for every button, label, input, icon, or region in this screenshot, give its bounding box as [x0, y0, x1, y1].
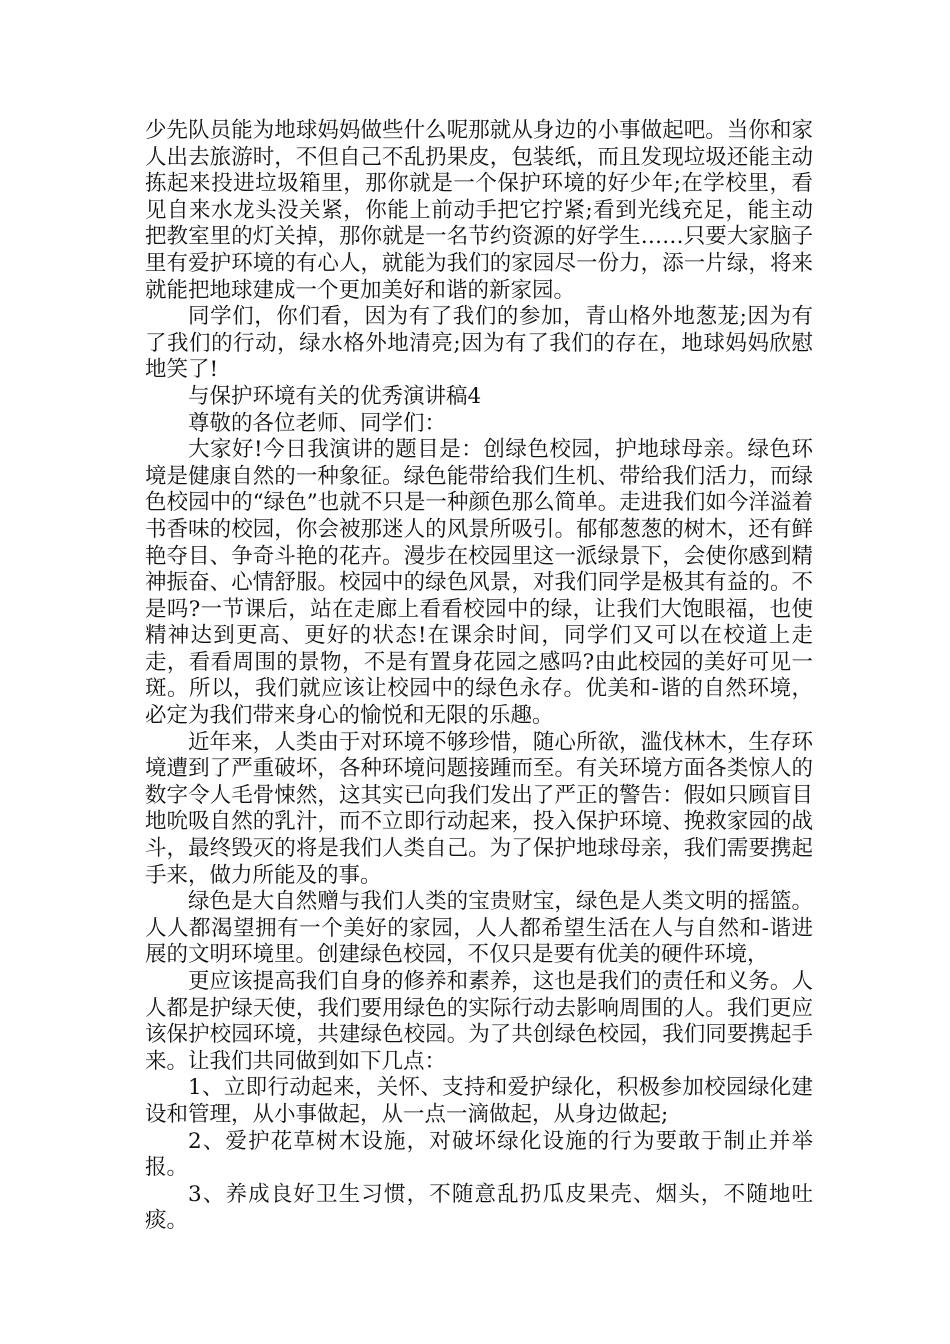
- paragraph-self-cultivation: 更应该提高我们自身的修养和素养，这也是我们的责任和义务。人人都是护绿天使，我们要用绿色的实际行动去影响周围的人。我们更应该保护校园环境，共建绿色校园。为了共创绿色校园，我们同要携起手来。让我们共同做到如下几点：: [145, 969, 813, 1074]
- paragraph-classmates-look: 同学们，你们看，因为有了我们的参加，青山格外地葱茏;因为有了我们的行动，绿水格外地清亮;因为有了我们的存在，地球妈妈欣慰地笑了!: [145, 304, 813, 383]
- list-item-3: 3、养成良好卫生习惯，不随意乱扔瓜皮果壳、烟头，不随地吐痰。: [145, 1181, 813, 1234]
- paragraph-earth-mother-actions: 少先队员能为地球妈妈做些什么呢那就从身边的小事做起吧。当你和家人出去旅游时，不但自己不乱扔果皮，包装纸，而且发现垃圾还能主动拣起来投进垃圾箱里，那你就是一个保护环境的好少年;在学校里，看见自来水龙头没关紧，你能上前动手把它拧紧;看到光线充足，能主动把教室里的灯关掉，那你就是一名节约资源的好学生……只要大家脑子里有爱护环境的有心人，就能为我们的家园尽一份力，添一片绿，将来就能把地球建成一个更加美好和谐的新家园。: [145, 118, 813, 303]
- list-item-2: 2、爱护花草树木设施，对破坏绿化设施的行为要敢于制止并举报。: [145, 1128, 813, 1181]
- paragraph-green-treasure: 绿色是大自然赠与我们人类的宝贵财宝，绿色是人类文明的摇篮。人人都渴望拥有一个美好的家园，人人都希望生活在人与自然和-谐进展的文明环境里。创建绿色校园，不仅只是要有优美的硬件环境，: [145, 889, 813, 968]
- salutation: 尊敬的各位老师、同学们：: [188, 410, 447, 436]
- paragraph-recent-years: 近年来，人类由于对环境不够珍惜，随心所欲，滥伐林木，生存环境遭到了严重破坏，各种环境问题接踵而至。有关环境方面各类惊人的数字令人毛骨悚然，这其实已向我们发出了严正的警告：假如只顾盲目地吮吸自然的乳汁，而不立即行动起来，投入保护环境、挽救家园的战斗，最终毁灭的将是我们人类自己。为了保护地球母亲，我们需要携起手来，做力所能及的事。: [145, 729, 813, 888]
- paragraph-green-campus-intro: 大家好!今日我演讲的题目是：创绿色校园，护地球母亲。绿色环境是健康自然的一种象征。绿色能带给我们生机、带给我们活力，而绿色校园中的“绿色”也就不只是一种颜色那么简单。走进我们如今洋溢着书香味的校园，你会被那迷人的风景所吸引。郁郁葱葱的树木，还有鲜艳夺目、争奇斗艳的花卉。漫步在校园里这一派绿景下，会使你感到精神振奋、心情舒服。校园中的绿色风景，对我们同学是极其有益的。不是吗?一节课后，站在走廊上看看校园中的绿，让我们大饱眼福，也使精神达到更高、更好的状态!在课余时间，同学们又可以在校道上走走，看看周围的景物，不是有置身花园之感吗?由此校园的美好可见一斑。所以，我们就应该让校园中的绿色永存。优美和-谐的自然环境，必定为我们带来身心的愉悦和无限的乐趣。: [145, 437, 813, 729]
- document-body: [145, 118, 813, 1235]
- section-title: 与保护环境有关的优秀演讲稿4: [188, 383, 482, 409]
- list-item-1: 1、立即行动起来，关怀、支持和爱护绿化，积极参加校园绿化建设和管理，从小事做起，从一点一滴做起，从身边做起;: [145, 1075, 813, 1127]
